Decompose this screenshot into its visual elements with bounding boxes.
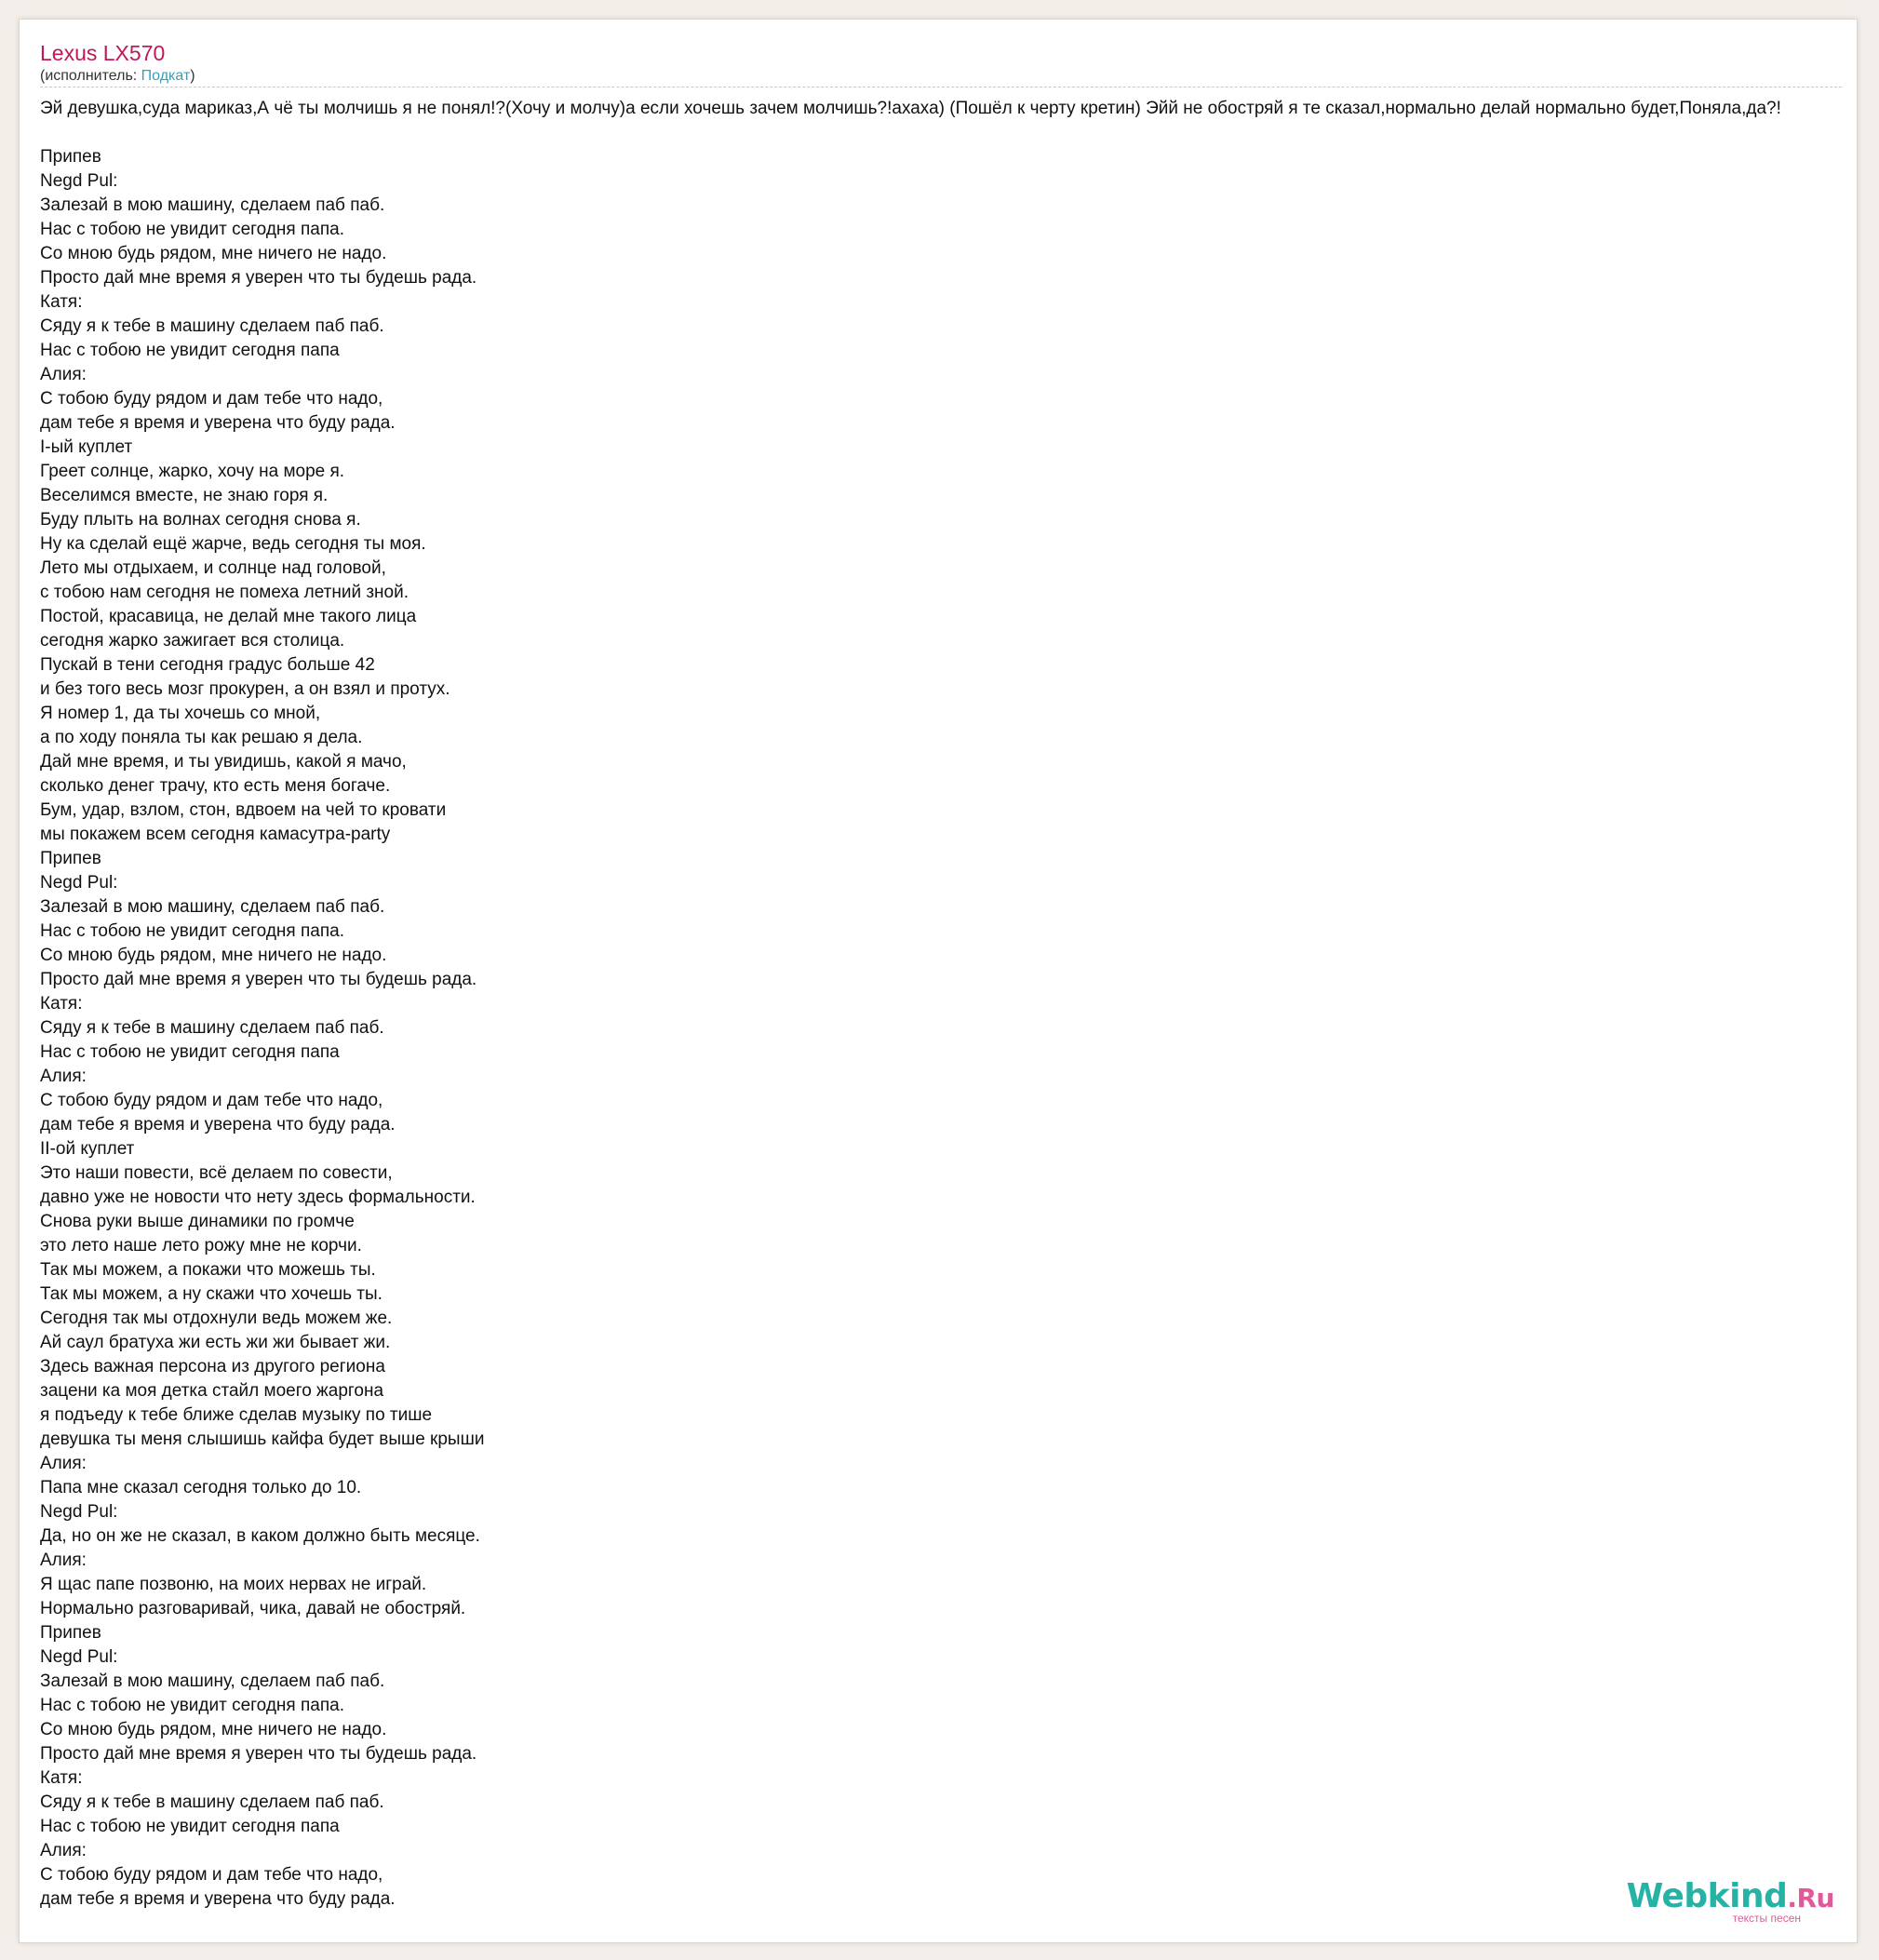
lyric-line: С тобою буду рядом и дам тебе что надо,: [40, 1865, 383, 1885]
lyric-line: зацени ка моя детка стайл моего жаргона: [40, 1381, 384, 1401]
lyric-line: Катя:: [40, 1768, 83, 1788]
lyric-line: II-ой куплет: [40, 1139, 135, 1159]
lyric-line: Сегодня так мы отдохнули ведь можем же.: [40, 1309, 393, 1328]
lyric-line: С тобою буду рядом и дам тебе что надо,: [40, 1091, 383, 1110]
lyric-line: Negd Pul:: [40, 1502, 118, 1522]
lyric-line: Снова руки выше динамики по громче: [40, 1212, 355, 1231]
lyric-line: Я номер 1, да ты хочешь со мной,: [40, 704, 321, 723]
lyric-line: Ай саул братуха жи есть жи жи бывает жи.: [40, 1333, 391, 1352]
lyric-line: Бум, удар, взлом, стон, вдвоем на чей то кровати: [40, 800, 447, 820]
lyric-line: Просто дай мне время я уверен что ты будешь рада.: [40, 268, 477, 288]
lyric-line: Нас с тобою не увидит сегодня папа.: [40, 921, 344, 941]
lyric-line: Алия:: [40, 1551, 87, 1570]
lyric-line: С тобою буду рядом и дам тебе что надо,: [40, 389, 383, 409]
lyric-line: Припев: [40, 147, 101, 167]
song-page: [19, 19, 1858, 1943]
lyric-line: Припев: [40, 1623, 101, 1643]
lyric-line: дам тебе я время и уверена что буду рада.: [40, 1115, 396, 1134]
lyric-line: Здесь важная персона из другого региона: [40, 1357, 385, 1376]
lyric-line: Это наши повести, всё делаем по совести,: [40, 1163, 393, 1183]
lyric-line: и без того весь мозг прокурен, а он взял и протух.: [40, 679, 450, 699]
lyric-line: Веселимся вместе, не знаю горя я.: [40, 486, 329, 505]
lyric-line: Просто дай мне время я уверен что ты будешь рада.: [40, 970, 477, 989]
lyrics-intro: Эй девушка,суда мариказ,А чё ты молчишь я не понял!?(Хочу и молчу)а если хочешь зачем молчишь?!ахаха) (Пошёл к черту кретин) Эйй не обостряй я те сказал,нормально делай нормально будет,Поняла,да?!: [40, 99, 1781, 118]
lyric-line: сколько денег трачу, кто есть меня богаче.: [40, 776, 391, 796]
lyric-line: с тобою нам сегодня не помеха летний зной.: [40, 583, 409, 602]
lyric-line: я подъеду к тебе ближе сделав музыку по тише: [40, 1405, 433, 1425]
lyric-line: Нас с тобою не увидит сегодня папа.: [40, 1696, 344, 1715]
lyric-line: I-ый куплет: [40, 437, 133, 457]
lyric-line: дам тебе я время и уверена что буду рада.: [40, 413, 396, 433]
site-logo: [1627, 1879, 1834, 1924]
lyric-line: Сяду я к тебе в машину сделаем паб паб.: [40, 1792, 384, 1812]
lyric-line: Алия:: [40, 365, 87, 384]
lyric-line: Нас с тобою не увидит сегодня папа.: [40, 220, 344, 239]
lyric-line: Я щас папе позвоню, на моих нервах не играй.: [40, 1575, 427, 1594]
lyric-line: Со мною будь рядом, мне ничего не надо.: [40, 946, 387, 965]
performer-prefix: (исполнитель:: [40, 68, 141, 84]
lyric-line: Ну ка сделай ещё жарче, ведь сегодня ты моя.: [40, 534, 426, 554]
lyrics-body: [40, 145, 484, 1912]
lyric-line: мы покажем всем сегодня камасутра-party: [40, 825, 391, 844]
performer-line: [40, 67, 195, 86]
song-title: Lexus LX570: [40, 41, 166, 65]
lyric-line: Нас с тобою не увидит сегодня папа: [40, 341, 340, 360]
logo-tagline: тексты песен: [1732, 1912, 1801, 1925]
lyric-line: Так мы можем, а ну скажи что хочешь ты.: [40, 1284, 383, 1304]
lyric-line: давно уже не новости что нету здесь формальности.: [40, 1188, 476, 1207]
logo-brand: Webkind: [1626, 1877, 1788, 1915]
lyric-line: Нас с тобою не увидит сегодня папа: [40, 1042, 340, 1062]
performer-suffix: ): [190, 68, 195, 84]
lyric-line: Катя:: [40, 994, 83, 1014]
logo-tld: .Ru: [1787, 1883, 1834, 1913]
lyric-line: Припев: [40, 849, 101, 868]
lyric-line: Сяду я к тебе в машину сделаем паб паб.: [40, 316, 384, 336]
lyric-line: Нас с тобою не увидит сегодня папа: [40, 1817, 340, 1836]
lyric-line: Постой, красавица, не делай мне такого лица: [40, 607, 417, 626]
lyric-line: Лето мы отдыхаем, и солнце над головой,: [40, 558, 386, 578]
lyric-line: Алия:: [40, 1067, 87, 1086]
lyric-line: Со мною будь рядом, мне ничего не надо.: [40, 1720, 387, 1739]
lyric-line: девушка ты меня слышишь кайфа будет выше крыши: [40, 1430, 485, 1449]
lyric-line: Алия:: [40, 1841, 87, 1860]
lyric-line: Просто дай мне время я уверен что ты будешь рада.: [40, 1744, 477, 1764]
lyric-line: Так мы можем, а покажи что можешь ты.: [40, 1260, 376, 1280]
lyric-line: Алия:: [40, 1454, 87, 1473]
lyric-line: Дай мне время, и ты увидишь, какой я мачо,: [40, 752, 407, 772]
lyric-line: сегодня жарко зажигает вся столица.: [40, 631, 345, 651]
lyric-line: Залезай в мою машину, сделаем паб паб.: [40, 1671, 385, 1691]
lyric-line: Сяду я к тебе в машину сделаем паб паб.: [40, 1018, 384, 1038]
lyric-line: Залезай в мою машину, сделаем паб паб.: [40, 897, 385, 917]
lyric-line: Катя:: [40, 292, 83, 312]
lyric-line: Греет солнце, жарко, хочу на море я.: [40, 462, 345, 481]
lyric-line: Папа мне сказал сегодня только до 10.: [40, 1478, 362, 1497]
lyric-line: Negd Pul:: [40, 1647, 118, 1667]
lyric-line: Да, но он же не сказал, в каком должно быть месяце.: [40, 1526, 480, 1546]
lyric-line: это лето наше лето рожу мне не корчи.: [40, 1236, 362, 1255]
lyric-line: Negd Pul:: [40, 873, 118, 893]
lyric-line: Пускай в тени сегодня градус больше 42: [40, 655, 375, 675]
lyric-line: Negd Pul:: [40, 171, 118, 191]
lyric-line: Залезай в мою машину, сделаем паб паб.: [40, 195, 385, 215]
lyric-line: а по ходу поняла ты как решаю я дела.: [40, 728, 363, 747]
lyric-line: Нормально разговаривай, чика, давай не обостряй.: [40, 1599, 466, 1618]
lyric-line: Буду плыть на волнах сегодня снова я.: [40, 510, 361, 530]
performer-link[interactable]: Подкат: [141, 68, 191, 84]
lyric-line: дам тебе я время и уверена что буду рада.: [40, 1889, 396, 1909]
lyric-line: Со мною будь рядом, мне ничего не надо.: [40, 244, 387, 263]
logo-wordmark: [1627, 1879, 1834, 1916]
